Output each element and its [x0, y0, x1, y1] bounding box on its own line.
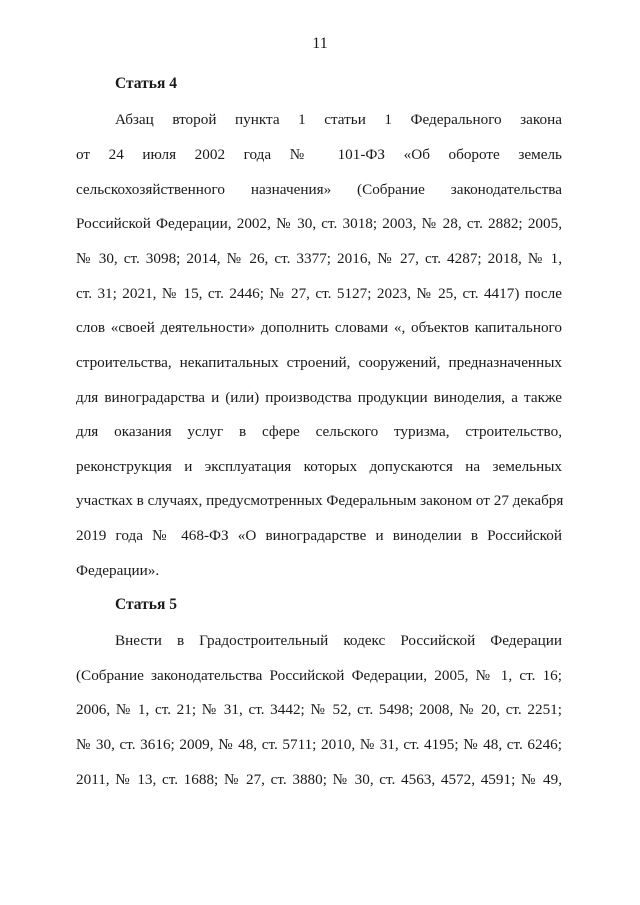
paragraph-line: строительства, некапитальных строений, сооружений, предназначенных — [76, 354, 562, 371]
paragraph-line: № 30, ст. 3098; 2014, № 26, ст. 3377; 2016, № 27, ст. 4287; 2018, № 1, — [76, 250, 562, 267]
paragraph-line: Российской Федерации, 2002, № 30, ст. 3018; 2003, № 28, ст. 2882; 2005, — [76, 215, 562, 232]
paragraph-line: (Собрание законодательства Российской Федерации, 2005, № 1, ст. 16; — [76, 667, 562, 684]
paragraph-line: для виноградарства и (или) производства продукции виноделия, а также — [76, 389, 562, 406]
paragraph-line: 2011, № 13, ст. 1688; № 27, ст. 3880; № 30, ст. 4563, 4572, 4591; № 49, — [76, 771, 562, 788]
paragraph-line: ст. 31; 2021, № 15, ст. 2446; № 27, ст. 5127; 2023, № 25, ст. 4417) после — [76, 285, 562, 302]
paragraph-line: для оказания услуг в сфере сельского туризма, строительство, — [76, 423, 562, 440]
article-5-heading: Статья 5 — [115, 596, 177, 613]
paragraph-line: реконструкция и эксплуатация которых допускаются на земельных — [76, 458, 562, 475]
page-number: 11 — [312, 35, 328, 52]
paragraph-line: от 24 июля 2002 года № 101-ФЗ «Об обороте земель — [76, 146, 562, 163]
paragraph-line: Федерации». — [76, 562, 160, 579]
paragraph-line: сельскохозяйственного назначения» (Собрание законодательства — [76, 181, 562, 198]
paragraph-line: слов «своей деятельности» дополнить словами «, объектов капитального — [76, 319, 562, 336]
paragraph-line: 2019 года № 468-ФЗ «О виноградарстве и виноделии в Российской — [76, 527, 562, 544]
article-4-heading: Статья 4 — [115, 75, 177, 92]
paragraph-line: участках в случаях, предусмотренных Федеральным законом от 27 декабря — [76, 492, 564, 509]
paragraph-line: 2006, № 1, ст. 21; № 31, ст. 3442; № 52, ст. 5498; 2008, № 20, ст. 2251; — [76, 701, 562, 718]
paragraph-line: № 30, ст. 3616; 2009, № 48, ст. 5711; 2010, № 31, ст. 4195; № 48, ст. 6246; — [76, 736, 562, 753]
paragraph-line: Абзац второй пункта 1 статьи 1 Федерального закона — [115, 111, 562, 128]
paragraph-line: Внести в Градостроительный кодекс Российской Федерации — [115, 632, 562, 649]
